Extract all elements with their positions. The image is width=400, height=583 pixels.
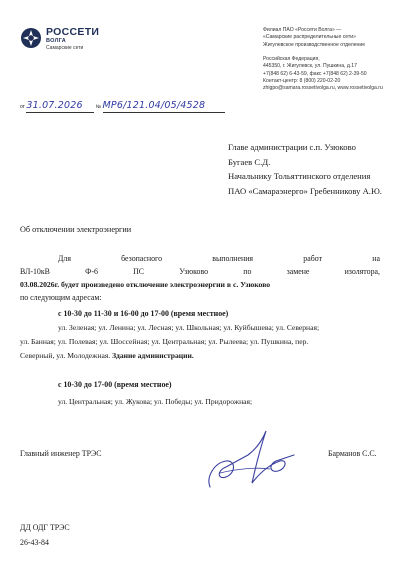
org-line: Контакт-центр: 8 (800) 220-02-20 <box>263 77 341 84</box>
word: замене <box>286 267 310 276</box>
body-line-4: по следующим адресам: <box>20 293 102 302</box>
time-range-1 <box>58 308 228 321</box>
org-line: zhigpo@samara.rossetivolga.ru, www.rossetivolga.ru <box>263 85 383 92</box>
addressee-block <box>228 140 382 198</box>
subject-line: Об отключении электроэнергии <box>20 225 132 234</box>
streets-1-c-text: Северный, ул. Молодежная. <box>20 351 111 360</box>
brand-name: РОССЕТИ <box>46 26 100 38</box>
word: Для <box>58 254 71 263</box>
signer-title: Главный инженер ТРЭС <box>20 449 102 458</box>
handwritten-signature <box>196 425 306 495</box>
streets-2: ул. Центральная; ул. Жукова; ул. Победы; ул. Придорожная; <box>58 397 253 406</box>
streets-1-b: ул. Банная; ул. Полевая; ул. Шоссейная; ул. Центральная; ул. Рылеева; ул. Пушкина, пер. <box>20 337 309 346</box>
rosseti-logo-icon <box>20 27 42 49</box>
org-line: «Самарские распределительные сети» <box>263 34 356 41</box>
org-line: Жигулевское производственное отделение <box>263 41 366 48</box>
org-line: Российская Федерация, <box>263 56 320 62</box>
reg-no-label: № <box>95 104 102 110</box>
brand-sub2: Самарские сети <box>46 45 84 51</box>
word: выполнения <box>212 254 254 263</box>
org-address-block <box>263 56 395 92</box>
body-line-1 <box>58 253 380 266</box>
word: изолятора, <box>344 267 380 276</box>
word: работ <box>303 254 323 263</box>
streets-1-a: ул. Зеленая; ул. Ленина; ул. Лесная; ул. Школьная; ул. Куйбышева; ул. Северная; <box>58 323 320 332</box>
org-line: 445350, г. Жигулевск, ул. Пушкина, д.17 <box>263 63 357 70</box>
registration-line <box>20 101 225 113</box>
body-line-3 <box>20 279 270 292</box>
reg-number: МР6/121.04/05/4528 <box>102 100 206 111</box>
outage-announcement: 03.08.2026г. будет произведено отключение электроэнергии в с. Узюково <box>20 280 271 289</box>
brand-sub: ВОЛГА <box>46 38 67 44</box>
org-line: Филиал ПАО «Россети Волга» — <box>263 27 342 33</box>
signer-name: Барманов С.С. <box>328 449 377 458</box>
word: на <box>372 254 380 263</box>
footer-dept: ДД ОДГ ТРЭС <box>20 523 70 532</box>
streets-1-c <box>20 350 194 363</box>
reg-date-field <box>26 101 94 113</box>
reg-number-field <box>103 101 225 113</box>
org-line: +7(848 62) 6-43-59, факс +7(848 62) 2-39-50 <box>263 70 367 77</box>
word: Узюково <box>179 267 209 276</box>
time-range-1-text: с 10-30 до 11-30 и 16-00 до 17-00 (время местное) <box>58 309 229 318</box>
word: ПС <box>133 267 145 276</box>
time-range-2-text: с 10-30 до 17-00 (время местное) <box>58 380 172 389</box>
body-line-2 <box>20 266 380 279</box>
time-range-2 <box>58 379 172 392</box>
footer-phone: 26-43-84 <box>20 538 49 547</box>
word: по <box>243 267 252 276</box>
word: Ф-6 <box>85 267 98 276</box>
word: безопасного <box>121 254 163 263</box>
reg-from-label: от <box>20 104 25 110</box>
org-name-block <box>263 27 395 49</box>
word: ВЛ-10кВ <box>20 267 50 276</box>
addressee-line: Начальнику Тольяттинского отделения <box>228 171 371 181</box>
addressee-line: Бугаев С.Д. <box>228 156 271 167</box>
addressee-line: ПАО «Самараэнерго» Гребенникову А.Ю. <box>228 185 382 196</box>
admin-building: Здание администрации. <box>112 351 194 360</box>
reg-date: 31.07.2026 <box>26 100 83 111</box>
addressee-line: Главе администрации с.п. Узюково <box>228 142 356 152</box>
